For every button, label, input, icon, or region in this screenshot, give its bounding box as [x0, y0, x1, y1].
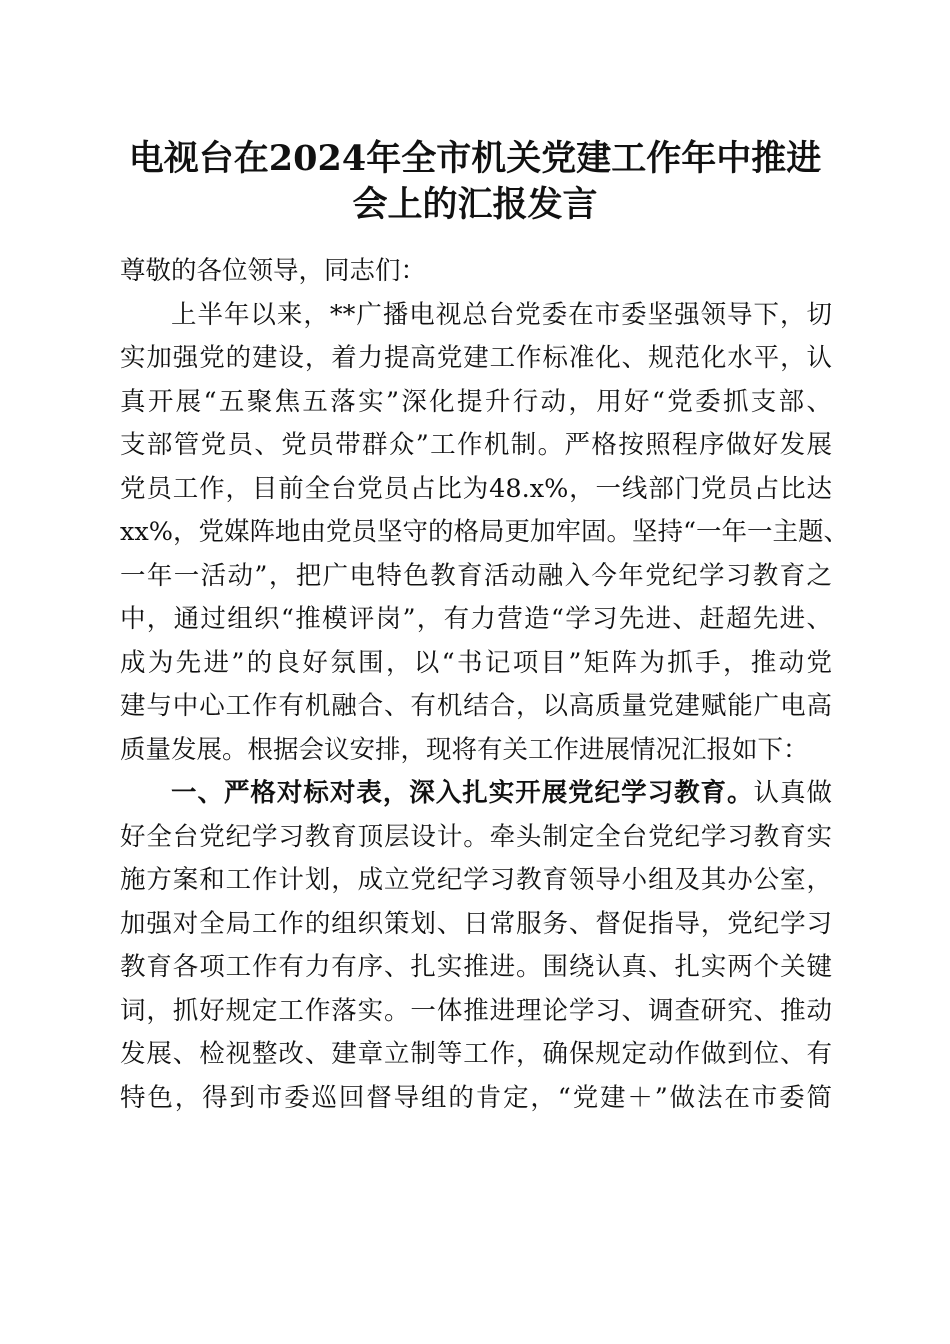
- text-line-with-heading: [120, 772, 832, 816]
- text-line: 加强对全局工作的组织策划、日常服务、督促指导，党纪学习: [120, 908, 832, 939]
- section-heading: 一、严格对标对表，深入扎实开展党纪学习教育。: [171, 778, 754, 808]
- text-line: 建与中心工作有机融合、有机结合，以高质量党建赋能广电高: [120, 691, 832, 721]
- text-line: 上半年以来，**广播电视总台党委在市委坚强领导下，切: [171, 299, 832, 330]
- document-body: [120, 250, 850, 1120]
- text-line: 党员工作，目前全台党员占比为48.x%，一线部门党员占比达: [120, 473, 832, 504]
- text-line: 教育各项工作有力有序、扎实推进。围绕认真、扎实两个关键: [120, 952, 832, 982]
- text-line: xx%，党媒阵地由党员坚守的格局更加牢固。坚持“一年一主题、: [120, 517, 850, 547]
- text-line: 支部管党员、党员带群众”工作机制。严格按照程序做好发展: [120, 430, 832, 460]
- text-line: 好全台党纪学习教育顶层设计。牵头制定全台党纪学习教育实: [120, 821, 832, 852]
- text-line: 发展、检视整改、建章立制等工作，确保规定动作做到位、有: [120, 1039, 832, 1069]
- text-line: 特色，得到市委巡回督导组的肯定，“党建＋”做法在市委简: [120, 1082, 832, 1113]
- title-line-2: 会上的汇报发言: [352, 184, 598, 225]
- text-line: 施方案和工作计划，成立党纪学习教育领导小组及其办公室，: [120, 865, 832, 895]
- document-title: [100, 136, 850, 228]
- text-line: 成为先进”的良好氛围，以“书记项目”矩阵为抓手，推动党: [120, 647, 832, 678]
- title-line-1: 电视台在2024年全市机关党建工作年中推进: [128, 138, 822, 179]
- text-line: 中，通过组织“推模评岗”，有力营造“学习先进、赶超先进、: [120, 604, 832, 634]
- salutation: 尊敬的各位领导，同志们：: [120, 256, 427, 286]
- text-line: 真开展“五聚焦五落实”深化提升行动，用好“党委抓支部、: [120, 386, 832, 417]
- heading-continuation: 认真做: [753, 778, 832, 808]
- text-line: 一年一活动”，把广电特色教育活动融入今年党纪学习教育之: [120, 560, 832, 591]
- text-line: 实加强党的建设，着力提高党建工作标准化、规范化水平，认: [120, 343, 832, 373]
- paragraph-intro: [120, 294, 850, 773]
- paragraph-section-one: [120, 772, 832, 1120]
- text-line: 质量发展。根据会议安排，现将有关工作进展情况汇报如下：: [120, 734, 809, 765]
- text-line: 词，抓好规定工作落实。一体推进理论学习、调查研究、推动: [120, 995, 832, 1026]
